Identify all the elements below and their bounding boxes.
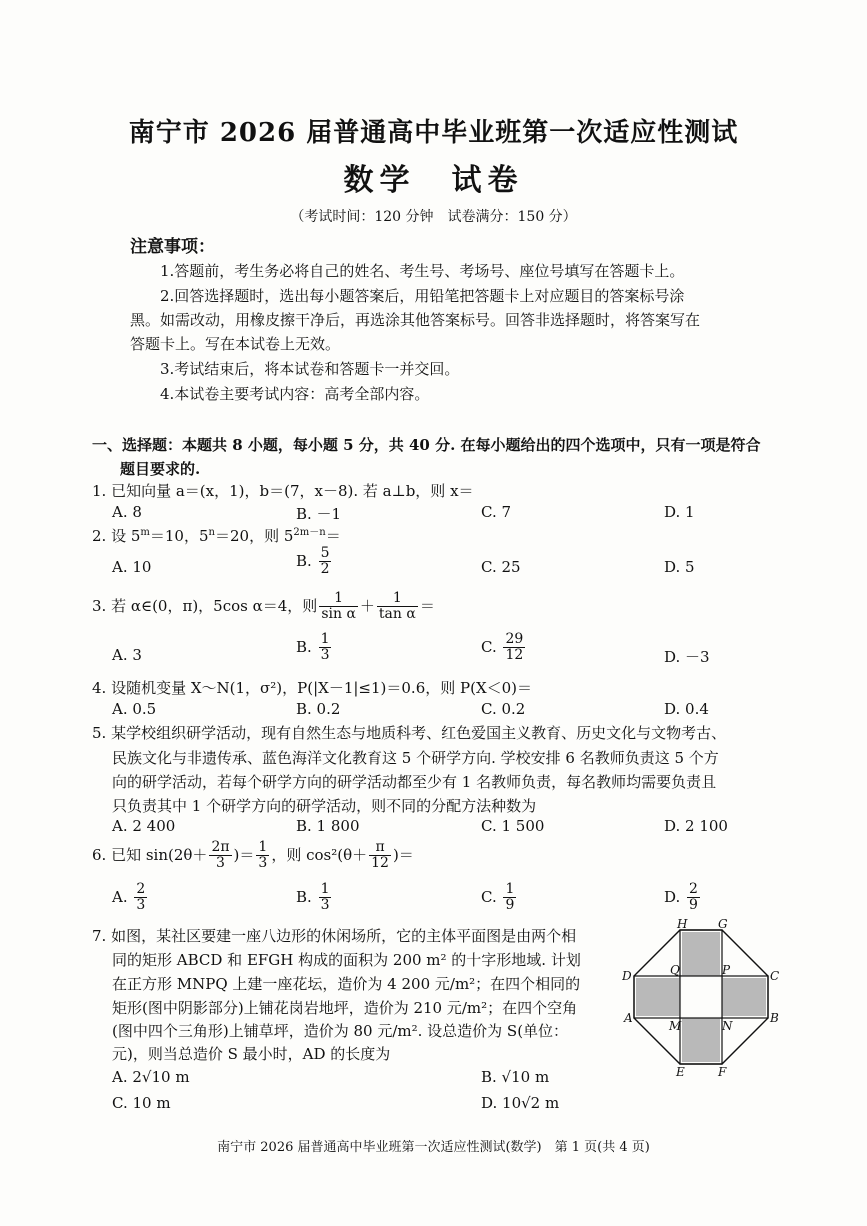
q1-option-b: B. －1 [296, 505, 342, 523]
notice-item-3: 3.考试结束后，将本试卷和答题卡一并交回。 [160, 360, 460, 378]
label-n: N [722, 1019, 733, 1033]
page-footer: 南宁市 2026 届普通高中毕业班第一次适应性测试(数学) 第 1 页(共 4 页) [217, 1140, 650, 1155]
shaded-rect-left [636, 978, 680, 1016]
q4-option-a: A. 0.5 [112, 700, 157, 718]
q1-option-c: C. 7 [481, 503, 512, 521]
label-p: P [722, 963, 731, 977]
exam-subtitle: 数学 试卷 [343, 163, 524, 198]
q6-option-c: C. $\frac{1}{9}$ [481, 881, 515, 914]
q7-option-c: C. 10 m [112, 1094, 171, 1112]
q7-option-d: D. 10√2 m [481, 1094, 560, 1112]
notice-item-2-line-2: 黑。如需改动，用橡皮擦干净后，再选涂其他答案标号。回答非选择题时，将答案写在 [130, 311, 701, 329]
q3-option-c: C. $\frac{29}{12}$ [481, 631, 524, 664]
q5-stem-line-1: 5. 某学校组织研学活动，现有自然生态与地质科考、红色爱国主义教育、历史文化与文物考古、 [92, 724, 727, 742]
q7-stem-line-2: 同的矩形 ABCD 和 EFGH 构成的面积为 200 m² 的十字形地域. 计划 [112, 951, 581, 969]
q7-stem-line-5: (图中四个三角形)上铺草坪，造价为 80 元/m². 设总造价为 S(单位： [112, 1022, 569, 1040]
label-m: M [669, 1019, 682, 1033]
label-c: C [770, 969, 780, 983]
q6-stem: 6. 已知 sin(2θ＋ $\frac{2\pi}{3}$ )＝ $\frac{1}{3}$ ，则 cos²(θ＋ $\frac{\pi}{12}$ )＝ [92, 839, 414, 872]
label-g: G [718, 918, 728, 931]
q5-option-d: D. 2 100 [664, 817, 728, 835]
q2-option-c: C. 25 [481, 558, 521, 576]
shaded-rect-top [682, 932, 720, 976]
q3-option-b: B. $\frac{1}{3}$ [296, 631, 330, 664]
notice-item-4: 4.本试卷主要考试内容：高考全部内容。 [160, 385, 430, 403]
q4-stem: 4. 设随机变量 X～N(1，σ²)，P(|X－1|≤1)＝0.6，则 P(X＜0)＝ [92, 679, 533, 697]
label-q: Q [670, 963, 680, 977]
q3-option-d: D. －3 [664, 648, 710, 666]
q2-option-b: B. $\frac{5}{2}$ [296, 545, 330, 578]
square-mnpq [680, 976, 722, 1018]
q7-option-a: A. 2√10 m [112, 1068, 190, 1086]
q5-stem-line-4: 只负责其中 1 个研学方向的研学活动，则不同的分配方法种数为 [112, 797, 537, 815]
q7-stem-line-1: 7. 如图，某社区要建一座八边形的休闲场所，它的主体平面图是由两个相 [92, 927, 577, 945]
q6-option-d: D. $\frac{2}{9}$ [664, 881, 698, 914]
label-h: H [677, 918, 688, 931]
shaded-rect-right [722, 978, 766, 1016]
q2-option-a: A. 10 [112, 558, 152, 576]
q3-stem: 3. 若 α∈(0，π)，5cos α＝4，则 $\frac{1}{\text{sin α}}$ ＋ $\frac{1}{\text{tan α}}$ ＝ [92, 590, 435, 623]
q5-stem-line-3: 向的研学活动，若每个研学方向的研学活动都至少有 1 名教师负责，每名教师均需要负责且 [112, 773, 717, 791]
q3-option-a: A. 3 [112, 646, 142, 664]
q4-option-b: B. 0.2 [296, 700, 341, 718]
section-1-heading-cont: 题目要求的. [120, 460, 201, 478]
label-f: F [718, 1065, 727, 1079]
q6-option-b: B. $\frac{1}{3}$ [296, 881, 330, 914]
label-e: E [676, 1065, 685, 1079]
q2-stem: 2. 设 $5^m=10$，$5^n=20$，则 $5^{2m-n}=$ [92, 527, 341, 545]
q1-stem: 1. 已知向量 a＝(x，1)，b＝(7，x－8). 若 a⊥b，则 x＝ [92, 482, 474, 500]
exam-title: 南宁市 2026 届普通高中毕业班第一次适应性测试 [128, 118, 739, 148]
q6-option-a: A. $\frac{2}{3}$ [112, 881, 146, 914]
shaded-rect-bottom [682, 1018, 720, 1062]
q7-stem-line-3: 在正方形 MNPQ 上建一座花坛，造价为 4 200 元/m²；在四个相同的 [112, 975, 581, 993]
q4-option-c: C. 0.2 [481, 700, 526, 718]
q1-option-a: A. 8 [112, 503, 142, 521]
label-d: D [622, 969, 632, 983]
q7-stem-line-4: 矩形(图中阴影部分)上铺花岗岩地坪，造价为 210 元/m²；在四个空角 [112, 999, 578, 1017]
section-1-heading: 一、选择题：本题共 8 小题，每小题 5 分，共 40 分. 在每小题给出的四个选项中，只有一项是符合 [92, 436, 761, 454]
q5-option-b: B. 1 800 [296, 817, 360, 835]
q2-option-d: D. 5 [664, 558, 695, 576]
notice-item-2-line-1: 2.回答选择题时，选出每小题答案后，用铅笔把答题卡上对应题目的答案标号涂 [160, 287, 685, 305]
q5-option-c: C. 1 500 [481, 817, 545, 835]
q1-option-d: D. 1 [664, 503, 695, 521]
notice-item-2-line-3: 答题卡上。写在本试卷上无效。 [130, 335, 341, 353]
q7-stem-line-6: 元)，则当总造价 S 最小时，AD 的长度为 [112, 1045, 391, 1063]
octagon-cross-figure [622, 918, 784, 1080]
q7-option-b: B. √10 m [481, 1068, 550, 1086]
notice-heading: 注意事项： [130, 237, 215, 257]
notice-item-1: 1.答题前，考生务必将自己的姓名、考生号、考场号、座位号填写在答题卡上。 [160, 262, 685, 280]
label-b: B [770, 1011, 779, 1025]
q5-stem-line-2: 民族文化与非遗传承、蓝色海洋文化教育这 5 个研学方向. 学校安排 6 名教师负责这 5 个方 [112, 749, 719, 767]
q5-option-a: A. 2 400 [112, 817, 176, 835]
exam-meta: （考试时间：120 分钟 试卷满分：150 分） [290, 209, 577, 225]
q4-option-d: D. 0.4 [664, 700, 709, 718]
label-a: A [624, 1011, 633, 1025]
